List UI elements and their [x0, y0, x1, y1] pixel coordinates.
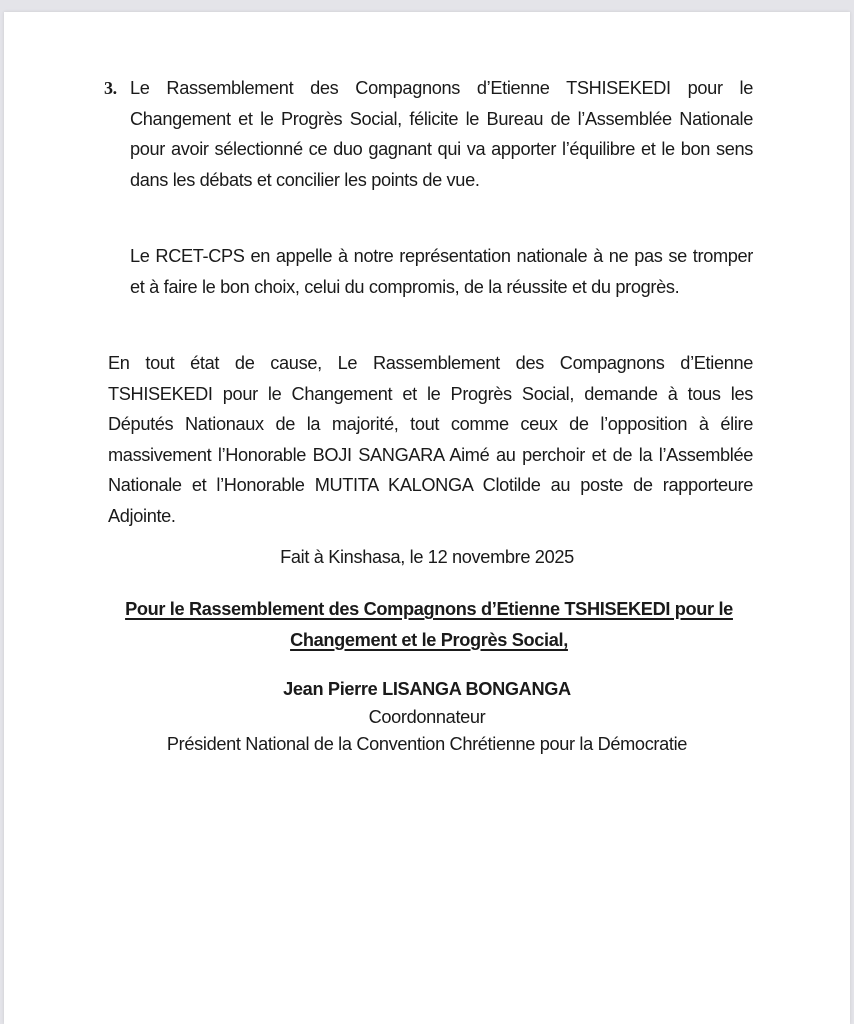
main-paragraph: En tout état de cause, Le Rassemblement des Compagnons d’Etienne TSHISEKEDI pour le Changement et le Progrès Social, demande à tous les Députés Nationaux de la majorité, tout comme ceux de l’opposition à élire massivement l’Honorable BOJI SANGARA Aimé au perchoir et de la l’Assemblée Nationale et l’Honorable MUTITA KALONGA Clotilde au poste de rapporteure Adjointe. [108, 353, 753, 526]
date-line: Fait à Kinshasa, le 12 novembre 2025 [280, 547, 574, 567]
signatory-role: Coordonnateur [368, 707, 486, 727]
document-page [4, 12, 850, 1024]
item-number: 3. [104, 78, 117, 98]
signature-organization: Pour le Rassemblement des Compagnons d’Etienne TSHISEKEDI pour le Changement et le Progrès Social, [125, 599, 733, 650]
item-paragraph-2-block [130, 241, 753, 302]
numbered-item [104, 73, 753, 195]
item-paragraph: Le Rassemblement des Compagnons d’Etienne TSHISEKEDI pour le Changement et le Progrès Social, félicite le Bureau de l’Assemblée Nationale pour avoir sélectionné ce duo gagnant qui va apporter l’équilibre et le bon sens dans les débats et concilier les points de vue. [130, 78, 753, 190]
signatory-title: Président National de la Convention Chrétienne pour la Démocratie [166, 734, 688, 754]
signatory-name: Jean Pierre LISANGA BONGANGA [283, 679, 571, 699]
item-paragraph-2: Le RCET-CPS en appelle à notre représentation nationale à ne pas se tromper et à faire le bon choix, celui du compromis, de la réussite et du progrès. [130, 246, 753, 297]
main-paragraph-block [108, 348, 753, 532]
